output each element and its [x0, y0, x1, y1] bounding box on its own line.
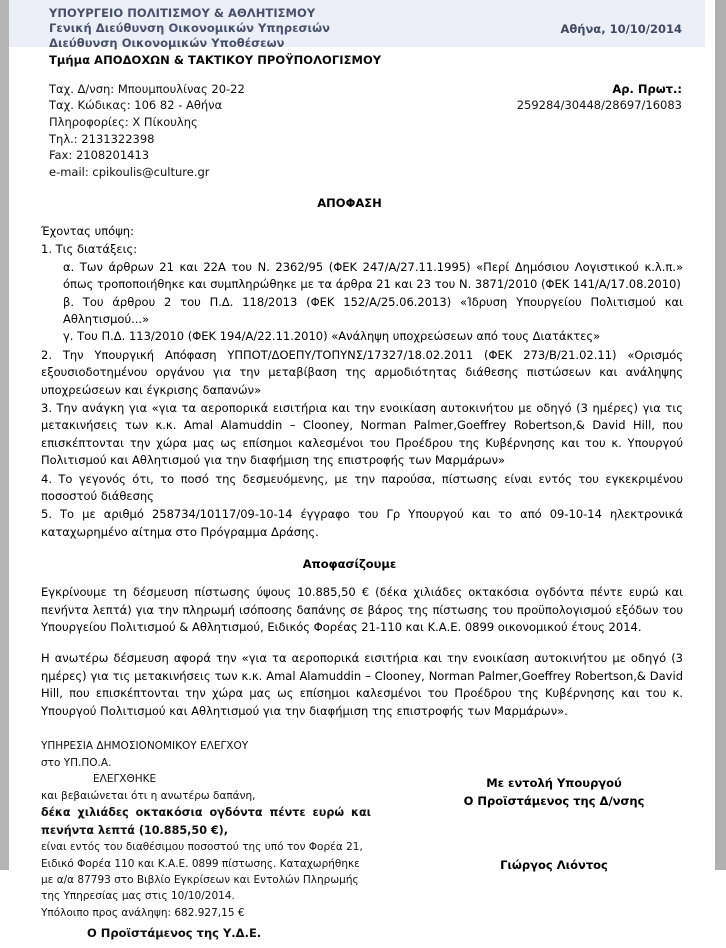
department: Τμήμα ΑΠΟΔΟΧΩΝ & ΤΑΚΤΙΚΟΥ ΠΡΟΫΠΟΛΟΓΙΣΜΟΥ: [49, 52, 382, 67]
audit-service-line-1: ΥΠΗΡΕΣΙΑ ΔΗΜΟΣΙΟΝΟΜΙΚΟΥ ΕΛΕΓΧΟΥ: [41, 740, 249, 753]
preamble-item-1: 1. Τις διατάξεις:: [41, 242, 138, 257]
decision-title: ΑΠΟΦΑΣΗ: [317, 196, 382, 211]
minister-order-line-1: Με εντολή Υπουργού: [486, 776, 622, 791]
place-date: Αθήνα, 10/10/2014: [560, 22, 682, 36]
audit-within-line-2: Ειδικό Φορέα 110 και Κ.Α.Ε. 0899 πίστωσης. Καταχωρήθηκε: [41, 857, 360, 870]
audit-within-line-4: της Υπηρεσίας μας στις 10/10/2014.: [41, 890, 235, 903]
decision-paragraph-2: Η ανωτέρω δέσμευση αφορά την «για τα αεροπορικά εισιτήρια και την ενοικίαση αυτοκινήτου με οδηγό (3 ημέρες) για τις μετακινήσεις των κ.κ. Amal Alamuddin – Clooney, Norman Palmer,Goeffrey Robertson,& David Hill, που επισκέπτονται την χώρα μας ως επίσημοι καλεσμένοι του Προέδρου της Κυβέρνησης και του κ. Υπουργού Πολιτισμού και Αθλητισμού για την διαφήμιση της επιστροφής των Μαρμάρων».: [41, 651, 683, 718]
general-directorate: Γενική Διεύθυνση Οικονομικών Υπηρεσιών: [49, 21, 331, 36]
contact-block: [9, 81, 715, 181]
postal-address: Ταχ. Δ/νση: Μπουμπουλίνας 20-22: [49, 81, 245, 96]
signature-section: [9, 738, 715, 948]
letterhead: [9, 0, 715, 68]
audit-amount-words: δέκα χιλιάδες οκτακόσια ογδόντα πέντε ευρώ και πενήντα λεπτά (10.885,50 €),: [41, 806, 371, 837]
preamble-item-2: 2. Την Υπουργική Απόφαση ΥΠΠΟΤ/ΔΟΕΠΥ/ΤΟΠΥΝΣ/17327/18.02.2011 (ΦΕΚ 273/Β/21.02.11) «Ορισμός εξουσιοδοτημένου οργάνου για την μεταβίβαση της αρμοδιότητας διάθεσης πιστώσεων και ανάληψης υποχρεώσεων και έγκρισης δαπανών»: [41, 347, 683, 397]
audit-certify-line: και βεβαιώνεται ότι η ανωτέρω δαπάνη,: [41, 789, 256, 802]
preamble-item-1c: γ. Του Π.Δ. 113/2010 (ΦΕΚ 194/Α/22.11.2010) «Ανάληψη υποχρεώσεων από τους Διατάκτες»: [63, 329, 601, 344]
audit-block: [41, 738, 371, 941]
preamble-section: [9, 223, 715, 541]
preamble-item-1a: α. Των άρθρων 21 και 22Α του Ν. 2362/95 (ΦΕΚ 247/Α/27.11.1995) «Περί Δημόσιου Λογιστικού κ.λ.π.» όπως τροποποιήθηκε και συμπληρώθηκε με τα άρθρα 21 και 23 του Ν. 3871/2010 (ΦΕΚ 141/Α/17.08.2010): [63, 259, 683, 292]
we-decide-title: Αποφασίζουμε: [302, 557, 397, 572]
preamble-item-5: 5. Το με αριθμό 258734/10117/09-10-14 έγγραφο του Γρ Υπουργού και το από 09-10-14 ηλεκτρονικά καταχωρημένο αίτημα στο Πρόγραμμα Δράσης.: [41, 507, 683, 539]
decision-section: [9, 584, 715, 720]
preamble-item-3: 3. Την ανάγκη για «για τα αεροπορικά εισιτήρια και την ενοικίαση αυτοκινήτου με οδηγό (3 ημέρες) για τις μετακινήσεις των κ.κ. Amal Alamuddin – Clooney, Norman Palmer,Goeffrey Robertson,& David Hill, που επισκέπτονται την χώρα μας ως επίσημοι καλεσμένοι του Προέδρου της Κυβέρνησης και του κ. Υπουργού Πολιτισμού και Αθλητισμού για την διαφήμιση της επιστροφής των Μαρμάρων»: [41, 401, 683, 468]
preamble-item-1b: β. Του άρθρου 2 του Π.Δ. 118/2013 (ΦΕΚ 152/Α/25.06.2013) «Ίδρυση Υπουργείου Πολιτισμού και Αθλητισμού...»: [63, 294, 683, 326]
postal-code: Ταχ. Κώδικας: 106 82 - Αθήνα: [49, 98, 223, 113]
minister-order-line-2: Ο Προϊστάμενος της Δ/νσης: [463, 794, 645, 809]
contact-person: Πληροφορίες: Χ Πίκουλης: [49, 115, 198, 129]
minister-order-block: [409, 774, 699, 872]
protocol-label: Αρ. Πρωτ.:: [612, 81, 682, 96]
audit-signer-title: Ο Προϊστάμενος της Υ.Δ.Ε.: [87, 926, 262, 941]
decision-paragraph-1: Εγκρίνουμε τη δέσμευση πίστωσης ύψους 10.885,50 € (δέκα χιλιάδες οκτακόσια ογδόντα πέντε ευρώ και πενήντα λεπτά) για την πληρωμή ισόποσης δαπάνης σε βάρος της πίστωσης του προϋπολογισμού εξόδων του Υπουργείου Πολιτισμού & Αθλητισμού, Ειδικός Φορέας 21-110 και Κ.Α.Ε. 0899 οικονομικού έτους 2014.: [41, 585, 683, 635]
protocol-block: [517, 81, 682, 114]
protocol-number: 259284/30448/28697/16083: [516, 98, 682, 113]
ministry-name: ΥΠΟΥΡΓΕΙΟ ΠΟΛΙΤΙΣΜΟΥ & ΑΘΛΗΤΙΣΜΟΥ: [49, 6, 316, 20]
telephone: Τηλ.: 2131322398: [49, 131, 155, 146]
audit-remaining-amount: Υπόλοιπο προς ανάληψη: 682.927,15 €: [41, 906, 245, 919]
minister-order-signer-name: Γιώργος Λιόντος: [500, 858, 608, 873]
fax-number: Fax: 2108201413: [49, 148, 150, 163]
audit-service-line-2: στο ΥΠ.ΠΟ.Α.: [41, 756, 112, 769]
audit-checked-label: ΕΛΕΓΧΘΗΚΕ: [93, 773, 157, 786]
audit-within-line-1: είναι εντός του διαθέσιμου ποσοστού της υπό τον Φορέα 21,: [41, 841, 363, 854]
audit-within-line-3: με α/α 87793 στο Βιβλίο Εγκρίσεων και Εντολών Πληρωμής: [41, 874, 359, 887]
email-address: e-mail: cpikoulis@culture.gr: [49, 164, 210, 179]
preamble-item-4: 4. Το γεγονός ότι, το ποσό της δεσμευόμενης, με την παρούσα, πίστωσης είναι εντός του εγκεκριμένου ποσοστού διάθεσης: [41, 471, 683, 504]
directorate: Διεύθυνση Οικονομικών Υποθέσεων: [49, 36, 285, 51]
having-in-mind: Έχοντας υπόψη:: [41, 224, 134, 239]
document-body: [9, 0, 715, 941]
